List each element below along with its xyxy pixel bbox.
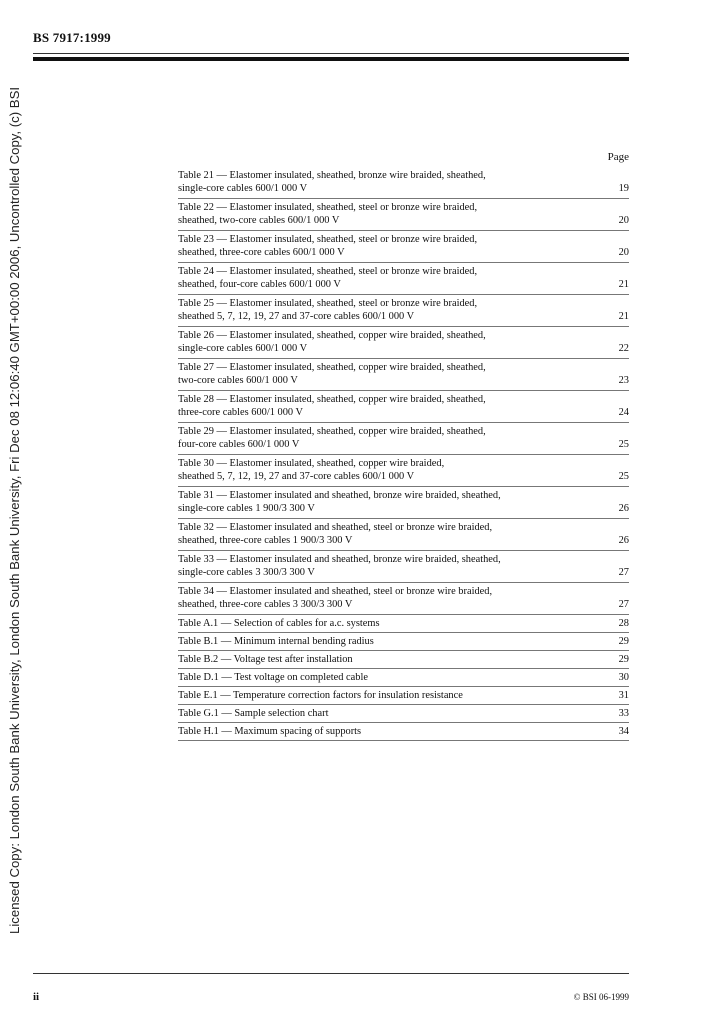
toc-entry-title-line: Table 31 — Elastomer insulated and sheathed, bronze wire braided, sheathed, <box>178 490 501 501</box>
toc-entry-title-line: Table 33 — Elastomer insulated and sheathed, bronze wire braided, sheathed, <box>178 554 501 565</box>
toc-entry[interactable] <box>178 455 629 487</box>
copyright-notice: © BSI 06-1999 <box>573 992 629 1002</box>
toc-entry-title-line: sheathed, three-core cables 600/1 000 V <box>178 247 345 258</box>
toc-entry[interactable] <box>178 231 629 263</box>
toc-entry[interactable] <box>178 723 629 741</box>
toc-entry[interactable] <box>178 391 629 423</box>
toc-entry-page-number: 25 <box>618 439 629 450</box>
toc-entry-page-number: 28 <box>618 618 629 629</box>
toc-entry-page-number: 33 <box>618 708 629 719</box>
list-of-tables <box>178 167 629 741</box>
toc-entry-title-line: sheathed, two-core cables 600/1 000 V <box>178 215 340 226</box>
toc-entry-title-line: Table D.1 — Test voltage on completed cable <box>178 672 368 683</box>
toc-entry[interactable] <box>178 633 629 651</box>
toc-entry[interactable] <box>178 263 629 295</box>
toc-entry-page-number: 22 <box>618 343 629 354</box>
toc-entry-page-number: 27 <box>618 599 629 610</box>
toc-entry-page-number: 26 <box>618 535 629 546</box>
toc-entry-page-number: 31 <box>618 690 629 701</box>
toc-entry-title <box>178 425 588 451</box>
toc-entry-title <box>178 707 588 720</box>
toc-entry-page-number: 30 <box>618 672 629 683</box>
toc-entry-title-line: sheathed 5, 7, 12, 19, 27 and 37-core cables 600/1 000 V <box>178 471 415 482</box>
toc-entry-page-number: 29 <box>618 636 629 647</box>
toc-entry-title-line: sheathed, three-core cables 1 900/3 300 V <box>178 535 353 546</box>
toc-entry-title-line: Table B.2 — Voltage test after installation <box>178 654 353 665</box>
toc-entry-page-number: 21 <box>618 279 629 290</box>
toc-entry[interactable] <box>178 669 629 687</box>
toc-entry-title-line: Table 22 — Elastomer insulated, sheathed, steel or bronze wire braided, <box>178 202 478 213</box>
toc-entry[interactable] <box>178 167 629 199</box>
toc-entry[interactable] <box>178 687 629 705</box>
toc-entry-title <box>178 617 588 630</box>
toc-entry[interactable] <box>178 651 629 669</box>
toc-entry-title-line: Table A.1 — Selection of cables for a.c. systems <box>178 618 380 629</box>
toc-entry-title-line: sheathed, four-core cables 600/1 000 V <box>178 279 341 290</box>
toc-entry-title-line: single-core cables 600/1 000 V <box>178 343 308 354</box>
toc-entry-title-line: Table H.1 — Maximum spacing of supports <box>178 726 362 737</box>
toc-entry-title <box>178 201 588 227</box>
toc-entry[interactable] <box>178 359 629 391</box>
toc-entry-title <box>178 635 588 648</box>
toc-entry[interactable] <box>178 487 629 519</box>
toc-entry-page-number: 19 <box>618 183 629 194</box>
toc-entry[interactable] <box>178 583 629 615</box>
toc-entry-title <box>178 393 588 419</box>
toc-entry-page-number: 26 <box>618 503 629 514</box>
header-thick-rule <box>33 57 629 61</box>
toc-entry-title <box>178 329 588 355</box>
toc-entry-page-number: 34 <box>618 726 629 737</box>
toc-entry-page-number: 21 <box>618 311 629 322</box>
toc-entry-title <box>178 689 588 702</box>
toc-entry-page-number: 29 <box>618 654 629 665</box>
toc-entry-title-line: Table 30 — Elastomer insulated, sheathed, copper wire braided, <box>178 458 445 469</box>
toc-entry-title-line: single-core cables 3 300/3 300 V <box>178 567 315 578</box>
toc-entry[interactable] <box>178 423 629 455</box>
toc-entry-title-line: sheathed 5, 7, 12, 19, 27 and 37-core cables 600/1 000 V <box>178 311 415 322</box>
toc-entry-title-line: two-core cables 600/1 000 V <box>178 375 298 386</box>
toc-entry[interactable] <box>178 615 629 633</box>
toc-entry-title-line: Table 24 — Elastomer insulated, sheathed, steel or bronze wire braided, <box>178 266 478 277</box>
toc-entry-title-line: Table 21 — Elastomer insulated, sheathed, bronze wire braided, sheathed, <box>178 170 486 181</box>
toc-entry-title-line: Table 32 — Elastomer insulated and sheathed, steel or bronze wire braided, <box>178 522 493 533</box>
toc-entry-title <box>178 361 588 387</box>
toc-entry-title-line: Table 34 — Elastomer insulated and sheathed, steel or bronze wire braided, <box>178 586 493 597</box>
toc-entry-title <box>178 169 588 195</box>
toc-entry-title <box>178 553 588 579</box>
toc-entry-title-line: Table 23 — Elastomer insulated, sheathed, steel or bronze wire braided, <box>178 234 478 245</box>
license-watermark: Licensed Copy: London South Bank University, London South Bank University, Fri Dec 08 12:06:40 GMT+00:00 2006, Uncontrolled Copy, (c) BSI <box>7 86 22 934</box>
toc-entry-title-line: Table B.1 — Minimum internal bending radius <box>178 636 374 647</box>
toc-entry[interactable] <box>178 199 629 231</box>
toc-entry-title <box>178 297 588 323</box>
toc-entry-title <box>178 521 588 547</box>
toc-entry-title-line: single-core cables 1 900/3 300 V <box>178 503 315 514</box>
toc-entry-title-line: sheathed, three-core cables 3 300/3 300 V <box>178 599 353 610</box>
toc-entry-title <box>178 725 588 738</box>
page-folio: ii <box>33 991 40 1003</box>
toc-entry-page-number: 23 <box>618 375 629 386</box>
footer-rule <box>33 973 629 974</box>
toc-entry-title <box>178 457 588 483</box>
toc-entry-title-line: Table 29 — Elastomer insulated, sheathed, copper wire braided, sheathed, <box>178 426 486 437</box>
toc-entry-title-line: single-core cables 600/1 000 V <box>178 183 308 194</box>
toc-entry[interactable] <box>178 327 629 359</box>
toc-entry-title-line: Table 28 — Elastomer insulated, sheathed, copper wire braided, sheathed, <box>178 394 486 405</box>
toc-entry-title <box>178 489 588 515</box>
toc-entry-title <box>178 265 588 291</box>
toc-entry-page-number: 24 <box>618 407 629 418</box>
toc-entry-page-number: 27 <box>618 567 629 578</box>
toc-entry-title <box>178 671 588 684</box>
toc-entry-page-number: 20 <box>618 215 629 226</box>
toc-entry[interactable] <box>178 519 629 551</box>
toc-entry[interactable] <box>178 295 629 327</box>
toc-entry-title <box>178 233 588 259</box>
toc-entry-page-number: 20 <box>618 247 629 258</box>
toc-entry[interactable] <box>178 551 629 583</box>
toc-entry-title <box>178 585 588 611</box>
toc-entry-title-line: Table 27 — Elastomer insulated, sheathed, copper wire braided, sheathed, <box>178 362 486 373</box>
toc-entry-title-line: four-core cables 600/1 000 V <box>178 439 300 450</box>
toc-entry[interactable] <box>178 705 629 723</box>
toc-entry-title-line: three-core cables 600/1 000 V <box>178 407 304 418</box>
toc-entry-page-number: 25 <box>618 471 629 482</box>
toc-entry-title-line: Table 26 — Elastomer insulated, sheathed, copper wire braided, sheathed, <box>178 330 486 341</box>
standard-id: BS 7917:1999 <box>33 30 111 45</box>
header-thin-rule <box>33 53 629 54</box>
toc-entry-title <box>178 653 588 666</box>
toc-entry-title-line: Table G.1 — Sample selection chart <box>178 708 329 719</box>
toc-entry-title-line: Table E.1 — Temperature correction factors for insulation resistance <box>178 690 463 701</box>
toc-entry-title-line: Table 25 — Elastomer insulated, sheathed, steel or bronze wire braided, <box>178 298 478 309</box>
page-column-label: Page <box>607 151 629 163</box>
